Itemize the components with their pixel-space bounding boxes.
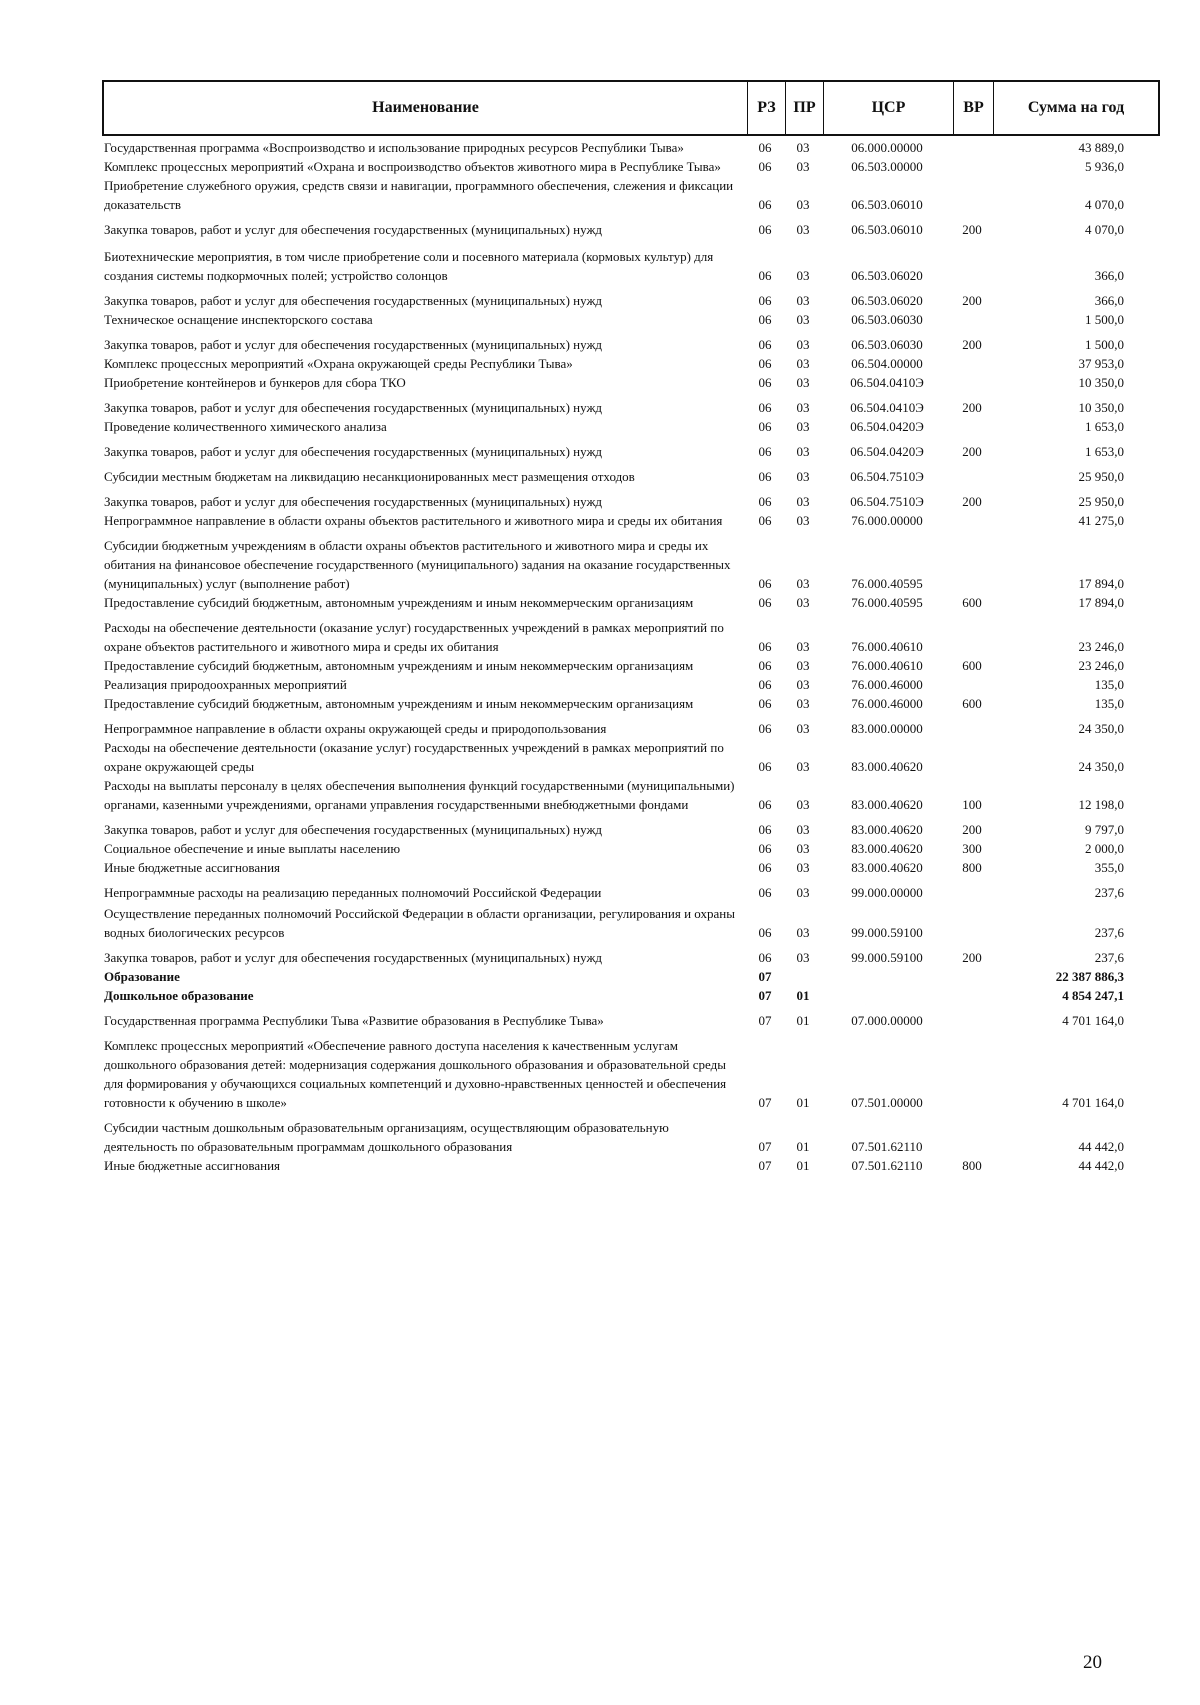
table-row: [102, 398, 1160, 417]
cell-vr: 200: [962, 293, 982, 308]
cell-rz: 06: [758, 494, 772, 509]
table-row: [102, 675, 1160, 694]
cell-name: Социальное обеспечение и иные выплаты населению: [104, 841, 401, 856]
table-row: [102, 220, 1160, 239]
cell-name: Биотехнические мероприятия, в том числе приобретение соли и посевного материала (кормовых культур) для создания системы подкормочных полей; устройство солонцов: [104, 249, 714, 283]
table-row: [102, 656, 1160, 675]
cell-sum: 9 797,0: [1085, 822, 1124, 837]
cell-pr: 01: [796, 1095, 810, 1110]
cell-pr: 03: [796, 375, 810, 390]
table-row: [102, 442, 1160, 461]
cell-sum: 43 889,0: [1078, 140, 1124, 155]
table-row: [102, 883, 1160, 902]
cell-name: Предоставление субсидий бюджетным, автономным учреждениям и иным некоммерческим организациям: [104, 658, 694, 673]
header-name: Наименование: [104, 82, 748, 134]
cell-rz: 06: [758, 822, 772, 837]
cell-rz: 06: [758, 140, 772, 155]
cell-rz: 06: [758, 337, 772, 352]
table-header: [102, 80, 1160, 136]
cell-sum: 10 350,0: [1078, 375, 1124, 390]
cell-rz: 06: [758, 696, 772, 711]
table-row: [102, 157, 1160, 176]
cell-pr: 03: [796, 595, 810, 610]
cell-sum: 4 701 164,0: [1062, 1095, 1124, 1110]
cell-vr: 800: [962, 1158, 982, 1173]
cell-csr: 83.000.00000: [851, 721, 923, 736]
table-row: [102, 176, 1160, 214]
cell-vr: 200: [962, 494, 982, 509]
cell-csr: 06.504.0420Э: [850, 444, 924, 459]
cell-csr: 76.000.40595: [851, 576, 923, 591]
cell-pr: 03: [796, 293, 810, 308]
table-row: [102, 373, 1160, 392]
cell-pr: 03: [796, 677, 810, 692]
cell-sum: 44 442,0: [1078, 1139, 1124, 1154]
cell-name: Дошкольное образование: [104, 988, 254, 1003]
table-row: [102, 776, 1160, 814]
cell-rz: 06: [758, 312, 772, 327]
cell-pr: 01: [796, 1139, 810, 1154]
cell-sum: 37 953,0: [1078, 356, 1124, 371]
cell-sum: 22 387 886,3: [1055, 969, 1124, 984]
table-row: [102, 820, 1160, 839]
cell-pr: 03: [796, 721, 810, 736]
cell-csr: 06.504.0420Э: [850, 419, 924, 434]
cell-pr: 03: [796, 159, 810, 174]
cell-pr: 03: [796, 197, 810, 212]
budget-table: [102, 80, 1160, 1175]
cell-sum: 1 653,0: [1085, 444, 1124, 459]
cell-csr: 06.503.00000: [851, 159, 923, 174]
cell-sum: 25 950,0: [1078, 494, 1124, 509]
cell-name: Субсидии бюджетным учреждениям в области охраны объектов растительного и животного мира и среды их обитания на финансовое обеспечение государственного (муниципального) задания на оказание государственных (муниципальных) услуг (выполнение работ): [104, 538, 731, 591]
cell-sum: 17 894,0: [1078, 576, 1124, 591]
cell-csr: 99.000.00000: [851, 885, 923, 900]
cell-vr: 100: [962, 797, 982, 812]
cell-pr: 03: [796, 140, 810, 155]
cell-sum: 4 070,0: [1085, 222, 1124, 237]
cell-pr: 03: [796, 444, 810, 459]
cell-rz: 06: [758, 419, 772, 434]
cell-name: Приобретение контейнеров и бункеров для сбора ТКО: [104, 375, 406, 390]
cell-sum: 4 854 247,1: [1062, 988, 1124, 1003]
cell-name: Государственная программа «Воспроизводство и использование природных ресурсов Республики Тыва»: [104, 140, 684, 155]
cell-name: Закупка товаров, работ и услуг для обеспечения государственных (муниципальных) нужд: [104, 822, 603, 837]
cell-rz: 06: [758, 677, 772, 692]
page-number: 20: [1083, 1652, 1102, 1673]
cell-vr: 200: [962, 950, 982, 965]
table-row: [102, 986, 1160, 1005]
cell-rz: 06: [758, 356, 772, 371]
cell-pr: 03: [796, 576, 810, 591]
cell-name: Субсидии местным бюджетам на ликвидацию несанкционированных мест размещения отходов: [104, 469, 635, 484]
cell-rz: 06: [758, 885, 772, 900]
table-row: [102, 417, 1160, 436]
cell-sum: 237,6: [1094, 885, 1124, 900]
table-row: [102, 593, 1160, 612]
cell-csr: 06.503.06010: [851, 197, 923, 212]
cell-sum: 17 894,0: [1078, 595, 1124, 610]
cell-name: Закупка товаров, работ и услуг для обеспечения государственных (муниципальных) нужд: [104, 494, 603, 509]
cell-name: Государственная программа Республики Тыва «Развитие образования в Республике Тыва»: [104, 1013, 604, 1028]
cell-name: Комплекс процессных мероприятий «Обеспечение равного доступа населения к качественным услугам дошкольного образования детей: модернизация содержания дошкольного образования и образовательной среды для формирования у обучающихся социальных компетенций и духовно-нравственных ценностей и обеспечения готовности к обучению в школе»: [104, 1038, 727, 1110]
cell-csr: 06.504.7510Э: [850, 494, 924, 509]
cell-vr: 200: [962, 444, 982, 459]
cell-pr: 03: [796, 419, 810, 434]
table-row: [102, 694, 1160, 713]
cell-name: Непрограммные расходы на реализацию переданных полномочий Российской Федерации: [104, 885, 602, 900]
cell-rz: 06: [758, 513, 772, 528]
cell-pr: 03: [796, 337, 810, 352]
cell-rz: 06: [758, 759, 772, 774]
cell-name: Закупка товаров, работ и услуг для обеспечения государственных (муниципальных) нужд: [104, 444, 603, 459]
cell-csr: 06.504.7510Э: [850, 469, 924, 484]
cell-csr: 76.000.40595: [851, 595, 923, 610]
cell-rz: 06: [758, 375, 772, 390]
cell-rz: 06: [758, 400, 772, 415]
cell-sum: 5 936,0: [1085, 159, 1124, 174]
header-sum: Сумма на год: [1027, 99, 1125, 116]
cell-pr: 03: [796, 696, 810, 711]
cell-name: Расходы на обеспечение деятельности (оказание услуг) государственных учреждений в рамках мероприятий по охране окружающей среды: [104, 740, 724, 774]
cell-rz: 07: [758, 969, 772, 984]
cell-name: Закупка товаров, работ и услуг для обеспечения государственных (муниципальных) нужд: [104, 293, 603, 308]
table-body: [102, 138, 1160, 1175]
cell-csr: 06.504.00000: [851, 356, 923, 371]
cell-csr: 06.503.06020: [851, 268, 923, 283]
cell-pr: 03: [796, 658, 810, 673]
cell-rz: 06: [758, 797, 772, 812]
cell-pr: 03: [796, 469, 810, 484]
cell-rz: 06: [758, 950, 772, 965]
table-row: [102, 467, 1160, 486]
table-row: [102, 1156, 1160, 1175]
cell-rz: 06: [758, 595, 772, 610]
table-row: [102, 738, 1160, 776]
cell-vr: 800: [962, 860, 982, 875]
cell-pr: 03: [796, 860, 810, 875]
table-row: [102, 948, 1160, 967]
cell-rz: 06: [758, 860, 772, 875]
cell-rz: 06: [758, 197, 772, 212]
cell-sum: 41 275,0: [1078, 513, 1124, 528]
cell-sum: 23 246,0: [1078, 639, 1124, 654]
cell-csr: 99.000.59100: [851, 925, 923, 940]
cell-sum: 12 198,0: [1078, 797, 1124, 812]
cell-pr: 03: [796, 797, 810, 812]
table-row: [102, 1036, 1160, 1112]
cell-sum: 44 442,0: [1078, 1158, 1124, 1173]
cell-name: Закупка товаров, работ и услуг для обеспечения государственных (муниципальных) нужд: [104, 337, 603, 352]
cell-rz: 07: [758, 1013, 772, 1028]
table-row: [102, 511, 1160, 530]
cell-vr: 200: [962, 400, 982, 415]
cell-name: Образование: [104, 969, 180, 984]
cell-pr: 03: [796, 885, 810, 900]
cell-sum: 366,0: [1094, 268, 1124, 283]
cell-pr: 03: [796, 513, 810, 528]
cell-name: Приобретение служебного оружия, средств связи и навигации, программного обеспечения, слежения и фиксации доказательств: [104, 178, 734, 212]
table-row: [102, 839, 1160, 858]
cell-sum: 1 500,0: [1085, 337, 1124, 352]
cell-csr: 07.501.62110: [851, 1158, 923, 1173]
table-row: [102, 1011, 1160, 1030]
cell-vr: 200: [962, 822, 982, 837]
cell-vr: 600: [962, 658, 982, 673]
cell-rz: 06: [758, 721, 772, 736]
cell-name: Непрограммное направление в области охраны окружающей среды и природопользования: [104, 721, 607, 736]
table-row: [102, 138, 1160, 157]
cell-csr: 06.503.06010: [851, 222, 923, 237]
table-row: [102, 618, 1160, 656]
cell-sum: 237,6: [1094, 925, 1124, 940]
cell-csr: 83.000.40620: [851, 860, 923, 875]
cell-pr: 03: [796, 356, 810, 371]
cell-sum: 25 950,0: [1078, 469, 1124, 484]
cell-rz: 06: [758, 576, 772, 591]
header-rz: РЗ: [748, 82, 786, 134]
cell-name: Реализация природоохранных мероприятий: [104, 677, 347, 692]
cell-name: Закупка товаров, работ и услуг для обеспечения государственных (муниципальных) нужд: [104, 950, 603, 965]
table-row: [102, 354, 1160, 373]
cell-pr: 03: [796, 639, 810, 654]
cell-rz: 07: [758, 1095, 772, 1110]
cell-sum: 1 500,0: [1085, 312, 1124, 327]
cell-rz: 06: [758, 268, 772, 283]
cell-name: Комплекс процессных мероприятий «Охрана и воспроизводство объектов животного мира в Республике Тыва»: [104, 159, 721, 174]
cell-sum: 237,6: [1094, 950, 1124, 965]
cell-csr: 83.000.40620: [851, 759, 923, 774]
table-row: [102, 904, 1160, 942]
cell-name: Осуществление переданных полномочий Российской Федерации в области организации, регулирования и охраны водных биологических ресурсов: [104, 906, 735, 940]
cell-name: Расходы на обеспечение деятельности (оказание услуг) государственных учреждений в рамках мероприятий по охране объектов растительного и животного мира и среды их обитания: [104, 620, 724, 654]
cell-pr: 01: [796, 988, 810, 1003]
cell-rz: 06: [758, 639, 772, 654]
cell-name: Предоставление субсидий бюджетным, автономным учреждениям и иным некоммерческим организациям: [104, 595, 694, 610]
cell-vr: 200: [962, 337, 982, 352]
cell-sum: 24 350,0: [1078, 721, 1124, 736]
table-row: [102, 858, 1160, 877]
table-row: [102, 719, 1160, 738]
cell-sum: 4 701 164,0: [1062, 1013, 1124, 1028]
cell-rz: 06: [758, 925, 772, 940]
cell-sum: 355,0: [1094, 860, 1124, 875]
header-csr: ЦСР: [824, 82, 954, 134]
cell-rz: 06: [758, 293, 772, 308]
cell-csr: 76.000.46000: [851, 696, 923, 711]
cell-name: Иные бюджетные ассигнования: [104, 860, 281, 875]
cell-sum: 1 653,0: [1085, 419, 1124, 434]
cell-csr: 83.000.40620: [851, 822, 923, 837]
cell-csr: 76.000.00000: [851, 513, 923, 528]
header-vr: ВР: [954, 82, 994, 134]
cell-csr: 07.501.62110: [851, 1139, 923, 1154]
table-row: [102, 335, 1160, 354]
cell-vr: 200: [962, 222, 982, 237]
cell-csr: 06.503.06020: [851, 293, 923, 308]
cell-csr: 99.000.59100: [851, 950, 923, 965]
cell-rz: 06: [758, 159, 772, 174]
cell-csr: 76.000.40610: [851, 639, 923, 654]
cell-pr: 03: [796, 268, 810, 283]
cell-vr: 300: [962, 841, 982, 856]
cell-csr: 06.504.0410Э: [850, 375, 924, 390]
cell-rz: 07: [758, 1139, 772, 1154]
cell-csr: 07.000.00000: [851, 1013, 923, 1028]
cell-sum: 24 350,0: [1078, 759, 1124, 774]
cell-sum: 2 000,0: [1085, 841, 1124, 856]
cell-vr: 600: [962, 696, 982, 711]
cell-pr: 03: [796, 822, 810, 837]
cell-csr: 06.000.00000: [851, 140, 923, 155]
cell-pr: 03: [796, 950, 810, 965]
table-row: [102, 310, 1160, 329]
table-row: [102, 1118, 1160, 1156]
cell-name: Субсидии частным дошкольным образовательным организациям, осуществляющим образовательную деятельность по образовательным программам дошкольного образования: [104, 1120, 669, 1154]
cell-csr: 06.503.06030: [851, 337, 923, 352]
cell-sum: 135,0: [1094, 696, 1124, 711]
cell-rz: 06: [758, 222, 772, 237]
cell-csr: 06.504.0410Э: [850, 400, 924, 415]
cell-name: Предоставление субсидий бюджетным, автономным учреждениям и иным некоммерческим организациям: [104, 696, 694, 711]
cell-pr: 03: [796, 222, 810, 237]
cell-name: Иные бюджетные ассигнования: [104, 1158, 281, 1173]
cell-pr: 03: [796, 759, 810, 774]
cell-pr: 01: [796, 1158, 810, 1173]
cell-rz: 06: [758, 658, 772, 673]
cell-csr: 76.000.46000: [851, 677, 923, 692]
cell-sum: 135,0: [1094, 677, 1124, 692]
cell-sum: 10 350,0: [1078, 400, 1124, 415]
table-row: [102, 247, 1160, 285]
cell-pr: 03: [796, 841, 810, 856]
table-row: [102, 291, 1160, 310]
cell-rz: 06: [758, 469, 772, 484]
cell-name: Проведение количественного химического анализа: [104, 419, 387, 434]
cell-csr: 83.000.40620: [851, 797, 923, 812]
cell-rz: 07: [758, 1158, 772, 1173]
cell-rz: 07: [758, 988, 772, 1003]
cell-rz: 06: [758, 444, 772, 459]
cell-sum: 23 246,0: [1078, 658, 1124, 673]
cell-name: Комплекс процессных мероприятий «Охрана окружающей среды Республики Тыва»: [104, 356, 573, 371]
header-pr: ПР: [786, 82, 824, 134]
table-row: [102, 967, 1160, 986]
table-row: [102, 536, 1160, 593]
cell-csr: 07.501.00000: [851, 1095, 923, 1110]
cell-name: Закупка товаров, работ и услуг для обеспечения государственных (муниципальных) нужд: [104, 222, 603, 237]
cell-name: Расходы на выплаты персоналу в целях обеспечения выполнения функций государственными (муниципальными) органами, казенными учреждениями, органами управления государственными внебюджетными фондами: [104, 778, 735, 812]
cell-csr: 76.000.40610: [851, 658, 923, 673]
cell-vr: 600: [962, 595, 982, 610]
cell-csr: 06.503.06030: [851, 312, 923, 327]
cell-sum: 4 070,0: [1085, 197, 1124, 212]
cell-rz: 06: [758, 841, 772, 856]
cell-sum: 366,0: [1094, 293, 1124, 308]
table-row: [102, 492, 1160, 511]
cell-csr: 83.000.40620: [851, 841, 923, 856]
cell-name: Техническое оснащение инспекторского состава: [104, 312, 373, 327]
cell-pr: 01: [796, 1013, 810, 1028]
cell-pr: 03: [796, 312, 810, 327]
cell-pr: 03: [796, 400, 810, 415]
cell-name: Непрограммное направление в области охраны объектов растительного и животного мира и среды их обитания: [104, 513, 723, 528]
cell-pr: 03: [796, 925, 810, 940]
cell-pr: 03: [796, 494, 810, 509]
cell-name: Закупка товаров, работ и услуг для обеспечения государственных (муниципальных) нужд: [104, 400, 603, 415]
